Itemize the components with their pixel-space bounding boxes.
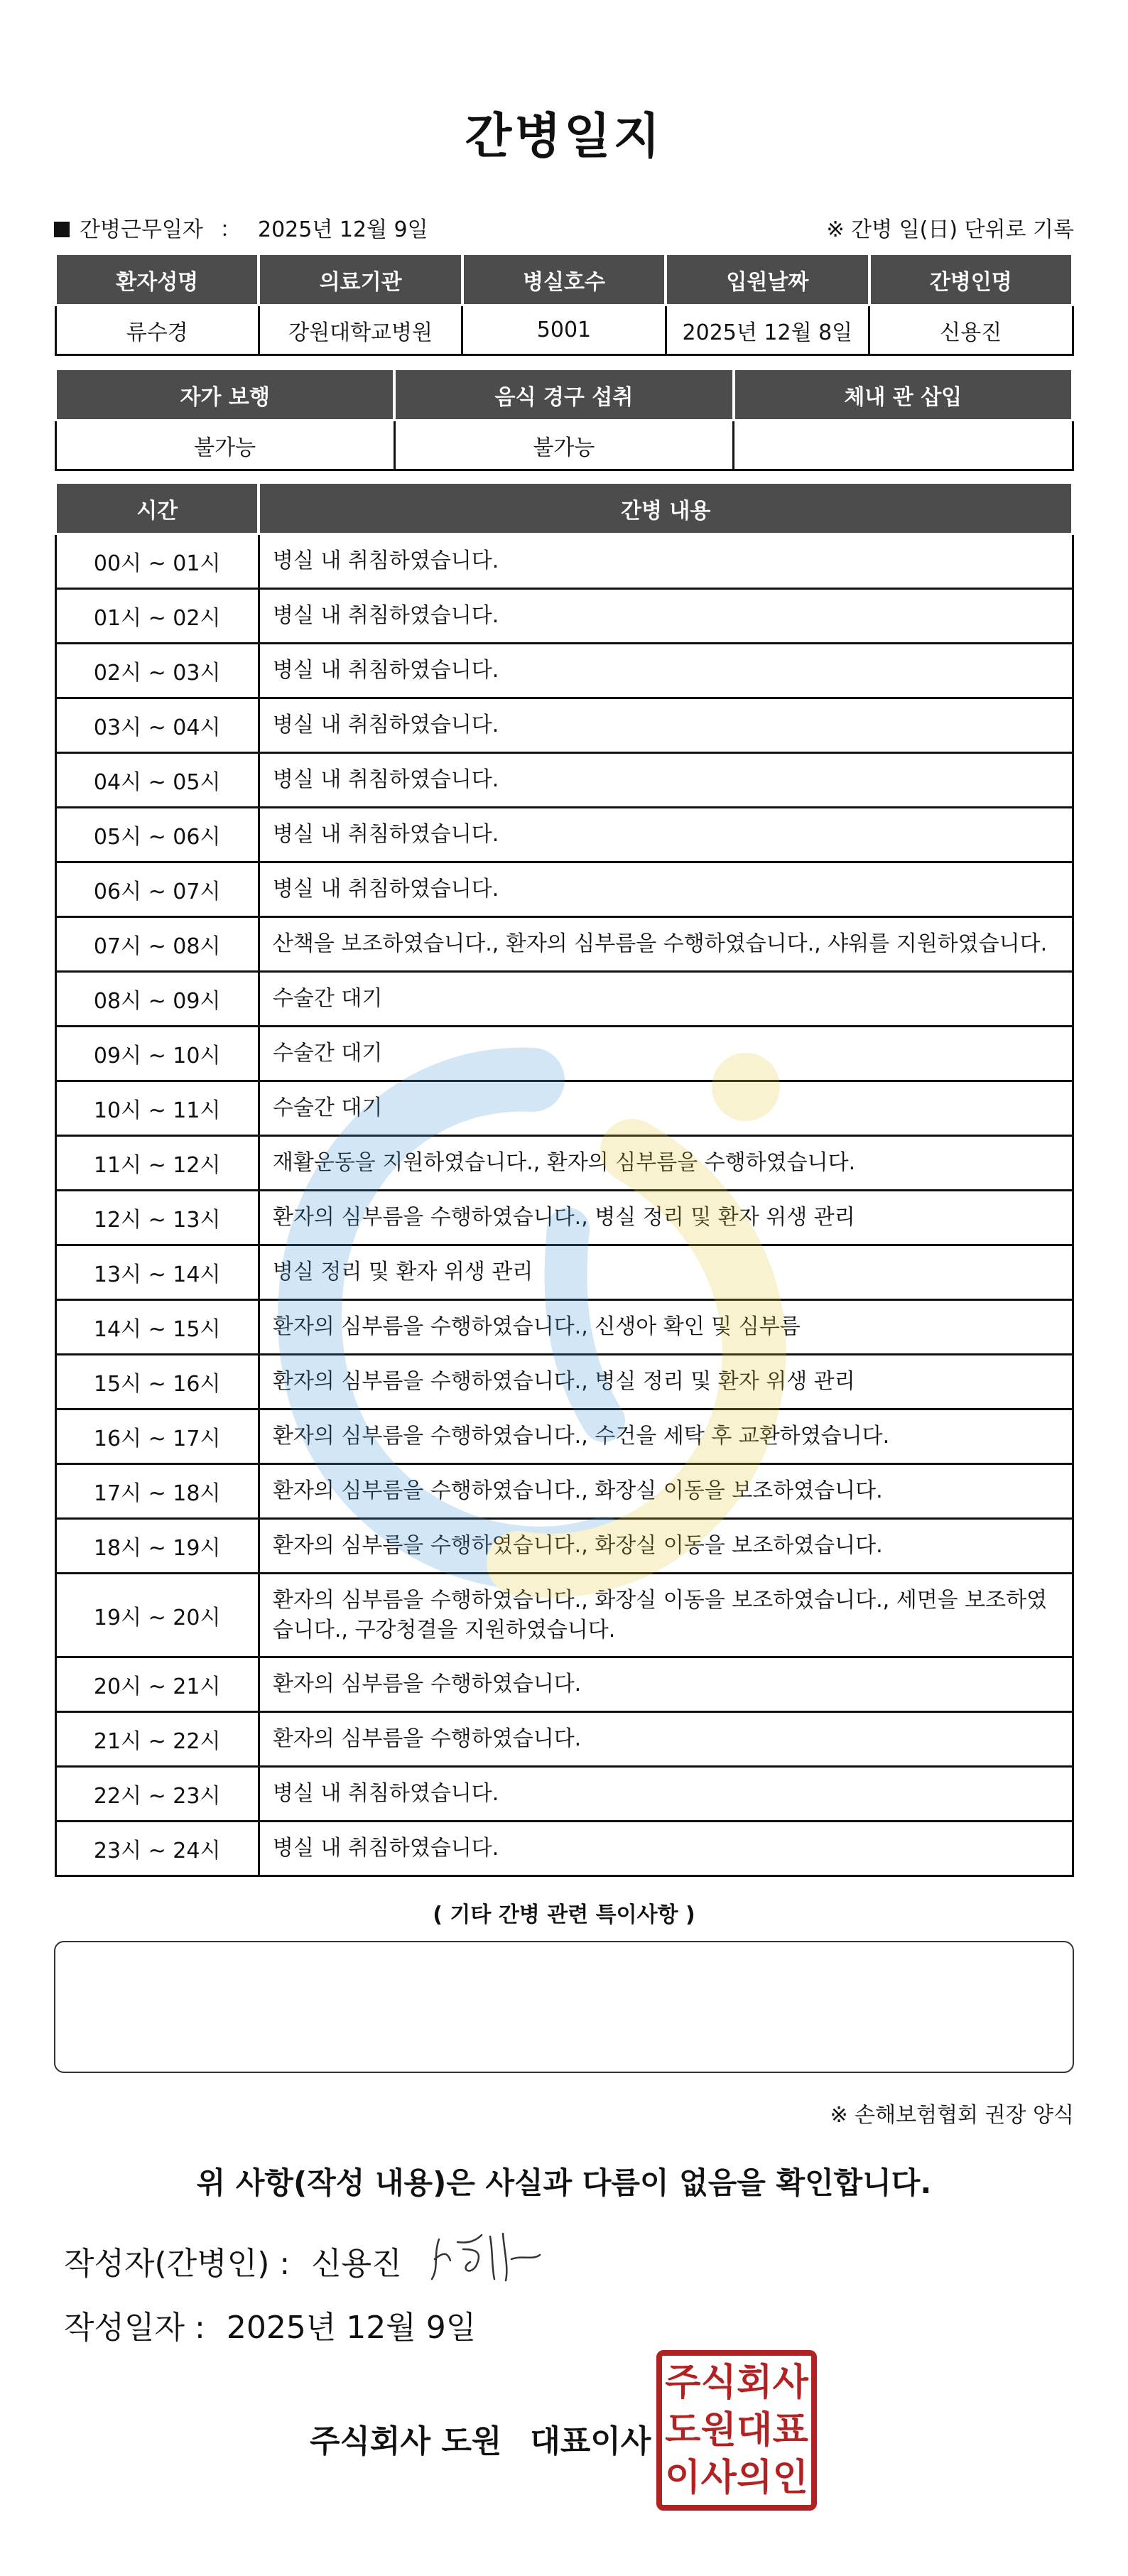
log-content: 병실 내 취침하였습니다. [259, 862, 1073, 917]
log-time: 21시 ~ 22시 [55, 1712, 259, 1767]
log-content: 병실 내 취침하였습니다. [259, 644, 1073, 698]
company-line [310, 2415, 651, 2461]
log-time: 08시 ~ 09시 [55, 972, 259, 1027]
header-patient-name: 환자성명 [55, 254, 259, 305]
seal-character: 인 [772, 2456, 808, 2500]
log-content: 환자의 심부름을 수행하였습니다., 병실 정리 및 환자 위생 관리 [259, 1191, 1073, 1245]
log-time: 00시 ~ 01시 [55, 534, 259, 589]
table-row [55, 1027, 1073, 1081]
caregiver-name: 신용진 [869, 305, 1073, 355]
log-content: 병실 내 취침하였습니다. [259, 534, 1073, 589]
table-row [55, 753, 1073, 808]
seal-character: 주 [665, 2360, 701, 2404]
log-time: 06시 ~ 07시 [55, 862, 259, 917]
unit-note: ※ 간병 일(日) 단위로 기록 [826, 217, 1074, 242]
form-note: ※ 손해보험협회 권장 양식 [830, 2103, 1074, 2128]
log-time: 12시 ~ 13시 [55, 1191, 259, 1245]
table-row [55, 644, 1073, 698]
log-content: 병실 내 취침하였습니다. [259, 753, 1073, 808]
log-content: 재활운동을 지원하였습니다., 환자의 심부름을 수행하였습니다. [259, 1136, 1073, 1191]
table-row [55, 589, 1073, 644]
special-notes-box [54, 1941, 1074, 2073]
log-time: 09시 ~ 10시 [55, 1027, 259, 1081]
table-row [55, 1355, 1073, 1409]
log-content: 병실 내 취침하였습니다. [259, 808, 1073, 862]
seal-character: 의 [737, 2456, 773, 2500]
log-time: 17시 ~ 18시 [55, 1464, 259, 1519]
table-row [55, 972, 1073, 1027]
log-content: 환자의 심부름을 수행하였습니다., 수건을 세탁 후 교환하였습니다. [259, 1409, 1073, 1464]
log-time: 19시 ~ 20시 [55, 1574, 259, 1657]
table-row [55, 917, 1073, 972]
seal-character: 원 [700, 2408, 737, 2452]
table-row [55, 1519, 1073, 1574]
log-time: 23시 ~ 24시 [55, 1822, 259, 1876]
log-content: 병실 내 취침하였습니다. [259, 1767, 1073, 1822]
log-time: 07시 ~ 08시 [55, 917, 259, 972]
log-time: 14시 ~ 15시 [55, 1300, 259, 1355]
oral-intake: 불가능 [394, 421, 733, 470]
log-time: 05시 ~ 06시 [55, 808, 259, 862]
header-time: 시간 [55, 483, 259, 534]
log-time: 18시 ~ 19시 [55, 1519, 259, 1574]
table-row [55, 1300, 1073, 1355]
log-time: 22시 ~ 23시 [55, 1767, 259, 1822]
table-row [55, 862, 1073, 917]
company-name: 주식회사 도원 [310, 2423, 502, 2459]
log-time: 16시 ~ 17시 [55, 1409, 259, 1464]
table-row [55, 1191, 1073, 1245]
table-row [55, 534, 1073, 589]
log-content: 환자의 심부름을 수행하였습니다. [259, 1712, 1073, 1767]
table-row [55, 1136, 1073, 1191]
table-row [55, 1574, 1073, 1657]
header-tube-insertion: 체내 관 삽입 [734, 369, 1073, 421]
log-content: 병실 내 취침하였습니다. [259, 698, 1073, 753]
header-caregiver: 간병인명 [869, 254, 1073, 305]
confirmation-statement: 위 사항(작성 내용)은 사실과 다름이 없음을 확인합니다. [196, 2165, 932, 2200]
log-time: 01시 ~ 02시 [55, 589, 259, 644]
log-time: 20시 ~ 21시 [55, 1657, 259, 1712]
table-row [55, 808, 1073, 862]
written-date-line [64, 2302, 476, 2347]
table-row [55, 1464, 1073, 1519]
written-date-value: 2025년 12월 9일 [226, 2310, 477, 2346]
seal-character: 사 [772, 2360, 808, 2404]
work-date-sep: ： [219, 217, 242, 242]
seal-character: 회 [737, 2360, 773, 2404]
log-content: 수술간 대기 [259, 1081, 1073, 1136]
header-admission-date: 입원날짜 [666, 254, 869, 305]
work-date-value: 2025년 12월 9일 [257, 217, 428, 242]
log-content: 수술간 대기 [259, 972, 1073, 1027]
log-content: 환자의 심부름을 수행하였습니다. [259, 1657, 1073, 1712]
header-room: 병실호수 [462, 254, 666, 305]
care-log-table [54, 482, 1074, 1877]
hospital: 강원대학교병원 [259, 305, 462, 355]
log-content: 병실 내 취침하였습니다. [259, 589, 1073, 644]
log-time: 04시 ~ 05시 [55, 753, 259, 808]
header-self-walking: 자가 보행 [55, 369, 394, 421]
log-content: 병실 내 취침하였습니다. [259, 1822, 1073, 1876]
writer-name: 신용진 [311, 2246, 402, 2282]
writer-label: 작성자(간병인) : [64, 2246, 291, 2282]
admission-date: 2025년 12월 8일 [666, 305, 869, 355]
written-date-label: 작성일자 : [64, 2310, 205, 2346]
log-content: 환자의 심부름을 수행하였습니다., 병실 정리 및 환자 위생 관리 [259, 1355, 1073, 1409]
log-time: 15시 ~ 16시 [55, 1355, 259, 1409]
header-care-content: 간병 내용 [259, 483, 1073, 534]
log-time: 11시 ~ 12시 [55, 1136, 259, 1191]
room-number: 5001 [462, 305, 666, 355]
log-content: 환자의 심부름을 수행하였습니다., 화장실 이동을 보조하였습니다., 세면을 보조하였습니다., 구강청결을 지원하였습니다. [259, 1574, 1073, 1657]
log-content: 수술간 대기 [259, 1027, 1073, 1081]
work-date [54, 212, 428, 243]
log-time: 13시 ~ 14시 [55, 1245, 259, 1300]
log-time: 02시 ~ 03시 [55, 644, 259, 698]
log-content: 환자의 심부름을 수행하였습니다., 신생아 확인 및 심부름 [259, 1300, 1073, 1355]
table-row [55, 698, 1073, 753]
seal-character: 도 [665, 2408, 701, 2452]
seal-character: 표 [772, 2408, 808, 2452]
seal-character: 이 [665, 2456, 701, 2500]
patient-info-table [54, 253, 1074, 356]
table-row [55, 1767, 1073, 1822]
handwritten-signature [426, 2224, 547, 2288]
special-notes-title: ( 기타 간병 관련 특이사항 ) [433, 1903, 695, 1927]
company-seal-stamp [656, 2350, 817, 2511]
log-content: 산책을 보조하였습니다., 환자의 심부름을 수행하였습니다., 샤워를 지원하였습니다. [259, 917, 1073, 972]
log-content: 환자의 심부름을 수행하였습니다., 화장실 이동을 보조하였습니다. [259, 1519, 1073, 1574]
log-time: 03시 ~ 04시 [55, 698, 259, 753]
page-title: 간병일지 [465, 109, 663, 165]
header-oral-intake: 음식 경구 섭취 [394, 369, 733, 421]
tube-insertion [734, 421, 1073, 470]
log-time: 10시 ~ 11시 [55, 1081, 259, 1136]
log-content: 병실 정리 및 환자 위생 관리 [259, 1245, 1073, 1300]
seal-character: 사 [700, 2456, 737, 2500]
self-walking: 불가능 [55, 421, 394, 470]
table-row [55, 1657, 1073, 1712]
writer-line [64, 2238, 402, 2283]
meta-row [54, 212, 1074, 244]
log-content: 환자의 심부름을 수행하였습니다., 화장실 이동을 보조하였습니다. [259, 1464, 1073, 1519]
seal-character: 대 [737, 2408, 773, 2452]
table-row [55, 1712, 1073, 1767]
header-hospital: 의료기관 [259, 254, 462, 305]
table-row [55, 1245, 1073, 1300]
patient-name: 류수경 [55, 305, 259, 355]
work-date-label: 간병근무일자 [80, 217, 203, 242]
seal-character: 식 [700, 2360, 737, 2404]
patient-status-table [54, 368, 1074, 471]
company-ceo: 대표이사 [530, 2423, 651, 2459]
table-row [55, 1081, 1073, 1136]
square-bullet-icon [54, 222, 70, 237]
table-row [55, 1409, 1073, 1464]
table-row [55, 1822, 1073, 1876]
